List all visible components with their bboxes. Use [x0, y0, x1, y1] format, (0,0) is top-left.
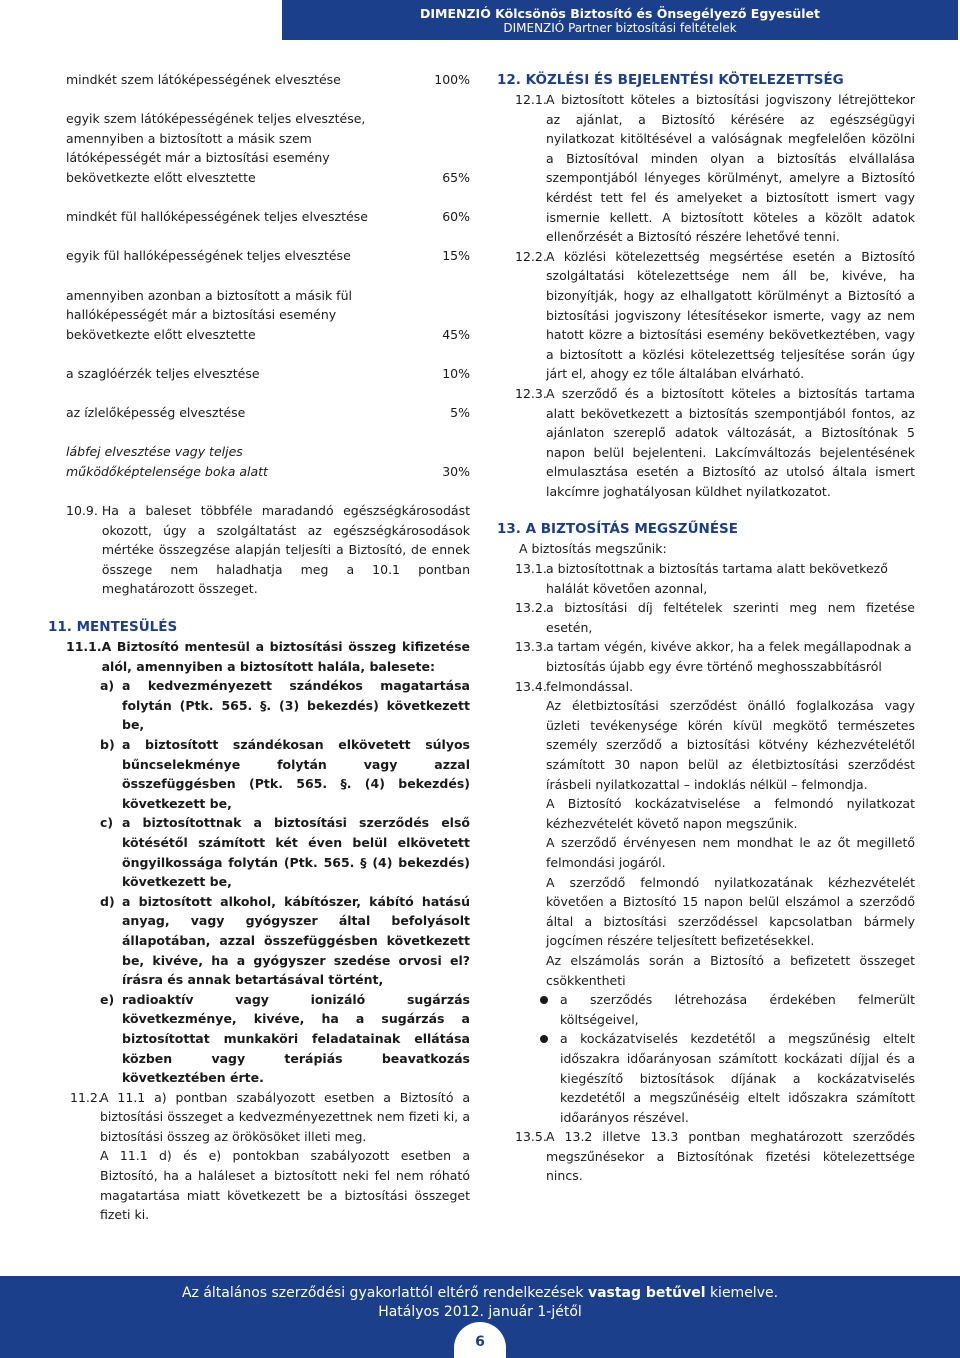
paragraph-11-2 [70, 1088, 470, 1225]
benefit-label: egyik fül hallóképességének teljes elvesztése [66, 248, 351, 264]
paragraph-13-4-body [497, 696, 915, 1127]
benefit-row [66, 442, 470, 481]
benefit-row [66, 207, 470, 227]
paragraph-number: 11.2. [70, 1089, 102, 1105]
benefit-value: 10% [442, 365, 470, 381]
benefit-value: 30% [442, 463, 470, 479]
paragraph-text: Ha a baleset többféle maradandó egészségkárosodást okozott, úgy a szolgáltatást az egészségkárosodások mértéke összegzése alapján teljesíti a Biztosító, de ennek összege nem haladhatja meg a 10.1 pontban meghatározott összeget. [101, 503, 470, 597]
bullet-text: a kockázatviselés kezdetétől a megszűnésig eltelt időszakra időarányosan számított kockázati díjjal és a kiegészítő biztosítások díjának a kockázatviselés kezdetétől a megszűnéséig eltelt időszakra számított időarányos részével. [560, 1031, 915, 1125]
benefit-value: 65% [442, 169, 470, 185]
footer-text: Az általános szerződési gyakorlattól eltérő rendelkezések [181, 1285, 588, 1301]
paragraph-text: felmondással. [546, 678, 634, 694]
list-item [100, 990, 470, 1088]
benefit-table [66, 70, 470, 481]
paragraph-text: Az életbiztosítási szerződést önálló foglalkozása vagy üzleti tevékenysége körén kívül megkötő természetes személy szerződő a biztosítási kötvény kézhezvételétől számított 30 napon belül az életbiztosítási szerződést írásbeli nyilatkozattal – indoklás nélkül – felmondja. [546, 698, 915, 792]
benefit-label: egyik szem látóképességének teljes elvesztése, amennyiben a biztosított a másik szem látóképességét már a biztosítási esemény bekövetkezte előtt elvesztette [66, 111, 366, 185]
benefit-label: lábfej elvesztése vagy teljes működőképtelensége boka alatt [66, 444, 268, 479]
paragraph-text: Az elszámolás során a Biztosító a befizetett összeget csökkentheti [546, 952, 915, 988]
list-letter: d) [100, 893, 115, 909]
paragraph-13-3 [497, 637, 915, 676]
paragraph-13-2 [497, 598, 915, 637]
section-13-title: 13. A BIZTOSÍTÁS MEGSZŰNÉSE [497, 521, 739, 538]
benefit-row [66, 364, 470, 384]
paragraph-number: 12.3. [515, 385, 547, 401]
footer-note [0, 1284, 960, 1302]
paragraph-number: 12.1. [515, 92, 547, 107]
section-13-intro: A biztosítás megszűnik: [519, 541, 667, 557]
benefit-label: a szaglóérzék teljes elvesztése [66, 365, 260, 381]
bullet-icon [540, 996, 548, 1004]
section-11-title: 11. MENTESÜLÉS [48, 619, 178, 636]
list-letter: b) [100, 737, 115, 752]
benefit-row [66, 109, 470, 187]
paragraph-12-2 [497, 247, 915, 384]
list-item [100, 735, 470, 813]
list-letter: a) [100, 678, 115, 694]
list-text: radioaktív vagy ionizáló sugárzás következménye, kivéve, ha a sugárzás a biztosítottat munkaköri feladatainak ellátása közben vagy terápiás beavatkozás következtében érte. [122, 991, 470, 1086]
header-subtitle: DIMENZIÓ Partner biztosítási feltételek [503, 21, 737, 35]
paragraph-text: a tartam végén, kivéve akkor, ha a felek megállapodnak a biztosítás újabb egy évre történő meghosszabbításról [546, 639, 912, 675]
right-column [497, 70, 915, 1186]
benefit-value: 45% [442, 326, 470, 342]
benefit-label: mindkét szem látóképességének elvesztése [66, 72, 341, 87]
left-column [48, 70, 470, 1225]
paragraph-text: A szerződő felmondó nyilatkozatának kézhezvételét követően a Biztosító 15 napon belül elszámol a szerződő által a biztosítási szerződéssel kapcsolatban bármely jogcímen részére teljesített befizetésekkel. [546, 874, 915, 949]
footer-bold-text: vastag betűvel [587, 1285, 706, 1301]
page-number: 6 [454, 1322, 506, 1358]
benefit-row [66, 70, 470, 90]
paragraph-text: A 11.1 d) és e) pontokban szabályozott esetben a Biztosító, ha a haláleset a biztosított neki fel nem róható magatartása miatt következett be a biztosítási összeget fizeti ki. [100, 1148, 470, 1223]
page-header [282, 0, 958, 40]
paragraph-text: A szerződő és a biztosított köteles a biztosítás tartama alatt bekövetkezett a biztosítás szempontjából fontos, az ajánlaton szereplő adatok változását, a Biztosítónak 5 napon belül bejelenteni. Lakcímváltozás bejelentésének elmulasztása esetén a Biztosító az utolsó általa ismert lakcímre joghatályosan küldhet nyilatkozatot. [546, 385, 915, 499]
list-text: a biztosított szándékosan elkövetett súlyos bűncselekménye folytán vagy azzal összefüggésben (Ptk. 565. §. (4) bekezdés) következett be, [122, 737, 470, 811]
paragraph-10-9 [66, 501, 470, 599]
paragraph-13-1 [497, 559, 915, 598]
paragraph-text: A 13.2 illetve 13.3 pontban meghatározott szerződés megszűnésekor a Biztosítónak fizetési kötelezettsége nincs. [546, 1129, 915, 1184]
header-organization: DIMENZIÓ Kölcsönös Biztosító és Önsegélyező Egyesület [420, 6, 820, 21]
paragraph-text: a biztosítási díj feltételek szerinti meg nem fizetése esetén, [546, 600, 915, 635]
section-12-title: 12. KÖZLÉSI ÉS BEJELENTÉSI KÖTELEZETTSÉG [497, 72, 844, 88]
paragraph-number: 11.1. [66, 639, 102, 655]
footer-validity: Hatályos 2012. január 1-jétől [378, 1304, 582, 1320]
paragraph-number: 13.1. [515, 561, 547, 577]
list-text: a biztosított alkohol, kábítószer, kábító hatású anyag, vagy gyógyszer által befolyásolt állapotában, azzal összefüggésben következett be, kivéve, ha a gyógyszer szedése orvosi el?írásra és annak betartásával történt, [122, 893, 470, 988]
paragraph-text: A közlési kötelezettség megsértése esetén a Biztosító szolgáltatási kötelezettsége nem áll be, kivéve, ha bizonyítják, hogy az elhallgatott körülményt a Biztosító a biztosítási jogviszony létesítésekor ismerte, vagy az nem hatott közre a biztosítási esemény bekövetkeztében, vagy a biztosított a közlési kötelezettség teljesítése során úgy járt el, ahogy ez tőle általában elvárható. [546, 248, 915, 382]
list-text: a kedvezményezett szándékos magatartása folytán (Ptk. 565. §. (3) bekezdés) következett be, [122, 678, 470, 733]
benefit-label: amennyiben azonban a biztosított a másik fül hallóképességét már a biztosítási esemény bekövetkezte előtt elvesztette [66, 287, 352, 342]
benefit-value: 15% [442, 248, 470, 264]
list-letter: e) [100, 991, 115, 1007]
bullet-icon [540, 1035, 548, 1043]
exclusion-list [66, 676, 470, 1087]
list-item [100, 676, 470, 735]
paragraph-number: 12.2. [515, 248, 547, 264]
bullet-item [540, 990, 915, 1029]
bullet-text: a szerződés létrehozása érdekében felmerült költségeivel, [560, 992, 915, 1027]
list-letter: c) [100, 815, 114, 831]
benefit-label: mindkét fül hallóképességének teljes elvesztése [66, 209, 368, 225]
benefit-value: 60% [442, 209, 470, 225]
paragraph-12-3 [497, 384, 915, 502]
paragraph-number: 13.2. [515, 600, 547, 616]
paragraph-number: 13.5. [515, 1129, 547, 1145]
paragraph-number: 10.9. [66, 503, 98, 519]
footer-text: kiemelve. [705, 1285, 779, 1301]
paragraph-11-1 [66, 637, 470, 676]
list-text: a biztosítottnak a biztosítási szerződés első kötésétől számított két éven belül elkövetett öngyilkossága folytán (Ptk. 565. § (4) bekezdés) következett be, [122, 815, 470, 890]
paragraph-number: 13.4. [515, 678, 547, 694]
paragraph-text: A biztosított köteles a biztosítási jogviszony létrejöttekor az ajánlat, a Biztosító kérésére az egészségügyi nyilatkozat kitöltésével a valóságnak megfelelően közölni a Biztosítóval minden olyan a biztosítás elvállalása szempontjából lényeges körülményt, amelyre a Biztosító kérdést tett fel és amelyeket a biztosított ismert vagy ismernie kellett. A biztosított köteles a közölt adatok ellenőrzését a Biztosító részére lehetővé tenni. [546, 92, 915, 245]
paragraph-text: A szerződő érvényesen nem mondhat le az őt megillető felmondási jogáról. [546, 835, 915, 870]
benefit-row [66, 403, 470, 423]
benefit-value: 5% [450, 405, 470, 421]
paragraph-text: A Biztosító kockázatviselése a felmondó nyilatkozat kézhezvételét követő napon megszűnik. [546, 796, 915, 831]
paragraph-body [100, 1088, 470, 1225]
paragraph-text: A 11.1 a) pontban szabályozott esetben a Biztosító a biztosítási összeget a kedvezményezettnek nem fizeti ki, a biztosítási összeg az örökösöket illeti meg. [100, 1089, 470, 1144]
list-item [100, 892, 470, 990]
paragraph-13-5 [497, 1127, 915, 1186]
list-item [100, 813, 470, 891]
benefit-row [66, 246, 470, 266]
paragraph-text: A Biztosító mentesül a biztosítási összeg kifizetése alól, amennyiben a biztosított halála, balesete: [101, 639, 470, 674]
benefit-label: az ízlelőképesség elvesztése [66, 405, 246, 421]
paragraph-12-1 [497, 90, 915, 247]
paragraph-13-4 [497, 677, 915, 697]
paragraph-number: 13.3. [515, 639, 547, 655]
benefit-value: 100% [434, 72, 470, 87]
benefit-row [66, 286, 470, 345]
bullet-item [540, 1029, 915, 1127]
paragraph-text: a biztosítottnak a biztosítás tartama alatt bekövetkező halálát követően azonnal, [546, 561, 888, 596]
